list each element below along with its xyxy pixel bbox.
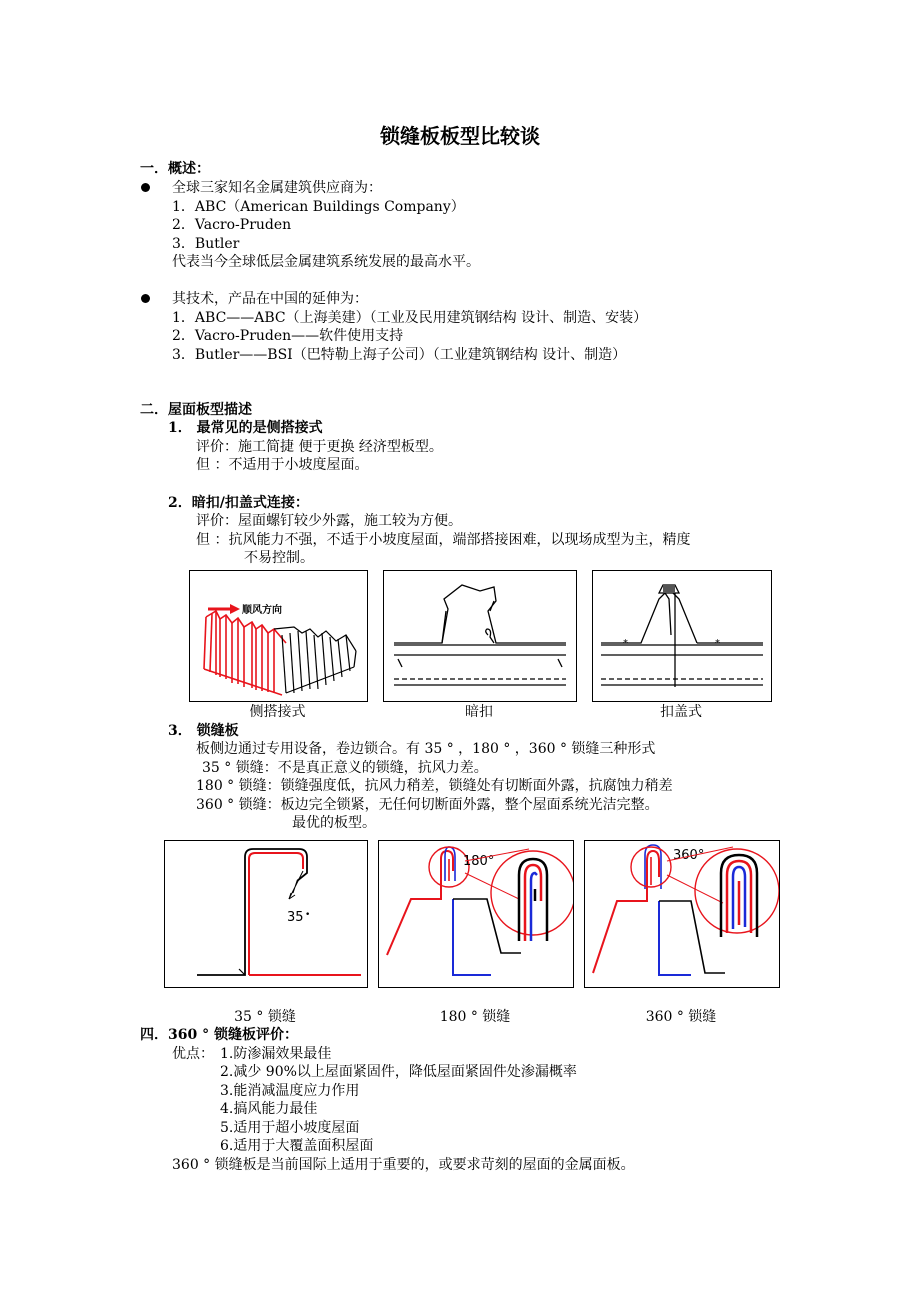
item-2-title: 2．暗扣/扣盖式连接： — [168, 495, 309, 511]
advantage-item: 5.适用于超小坡度屋面 — [220, 1120, 360, 1136]
advantage-item: 6.适用于大覆盖面积屋面 — [220, 1138, 374, 1154]
caption-lap: 侧搭接式 — [249, 704, 306, 720]
item-3-best: 最优的板型。 — [292, 815, 376, 831]
extension-item: 3．Butler——BSI（巴特勒上海子公司）（工业建筑钢结构 设计、制造） — [172, 347, 627, 363]
caption-snap-cap: 扣盖式 — [660, 704, 702, 720]
concealed-clip-figure — [383, 570, 577, 702]
item-3-360: 360 ° 锁缝：板边完全锁紧，无任何切断面外露，整个屋面系统光洁完整。 — [196, 797, 659, 813]
snap-cap-figure — [592, 570, 772, 702]
bullet-icon — [141, 294, 150, 303]
company-item: 2．Vacro-Pruden — [172, 217, 292, 233]
section-1-heading: 一．概述： — [140, 161, 210, 177]
seam-35-drawing — [165, 841, 367, 987]
item-3-180: 180 ° 锁缝：锁缝强度低，抗风力稍差，锁缝处有切断面外露，抗腐蚀力稍差 — [196, 778, 673, 794]
bullet-1-text: 全球三家知名金属建筑供应商为： — [172, 180, 382, 196]
caption-seam-180: 180 ° 锁缝 — [439, 1009, 511, 1025]
item-2-but-2: 不易控制。 — [244, 550, 314, 566]
extension-item: 1．ABC——ABC（上海美建）（工业及民用建筑钢结构 设计、制造、安装） — [172, 310, 648, 326]
seam-360-label: 360° — [673, 848, 705, 863]
seam-35-figure — [164, 840, 368, 988]
seam-180-drawing — [379, 841, 573, 987]
item-1-eval: 评价：施工简捷 便于更换 经济型板型。 — [196, 439, 443, 455]
item-1-title: 1． 最常见的是侧搭接式 — [168, 420, 323, 436]
caption-seam-360: 360 ° 锁缝 — [645, 1009, 717, 1025]
section-2-heading: 二．屋面板型描述 — [140, 402, 252, 418]
svg-text:•: • — [305, 910, 311, 920]
company-item: 1．ABC（American Buildings Company） — [172, 199, 465, 215]
advantage-item: 1.防渗漏效果最佳 — [220, 1046, 332, 1062]
advantage-item: 3.能消减温度应力作用 — [220, 1083, 360, 1099]
seam-360-drawing — [585, 841, 779, 987]
seam-180-label: 180° — [463, 854, 495, 869]
item-2-but-1: 但 ：抗风能力不强，不适于小坡度屋面，端部搭接困难，以现场成型为主，精度 — [196, 532, 691, 548]
advantage-item: 4.搞风能力最佳 — [220, 1101, 318, 1117]
item-1-but: 但 ：不适用于小坡度屋面。 — [196, 457, 369, 473]
caption-concealed: 暗扣 — [465, 704, 493, 720]
item-3-title: 3． 锁缝板 — [168, 723, 239, 739]
item-3-desc: 板侧边通过专用设备，卷边锁合。有 35 ° ，180 ° ，360 ° 锁缝三种形式 — [196, 741, 656, 757]
summary-text: 代表当今全球低层金属建筑系统发展的最高水平。 — [172, 254, 480, 270]
wind-direction-label: 顺风方向 — [242, 605, 282, 616]
lap-joint-figure — [189, 570, 368, 702]
section-4-heading: 四．360 ° 锁缝板评价： — [140, 1027, 298, 1043]
company-item: 3．Butler — [172, 236, 240, 252]
seam-360-figure — [584, 840, 780, 988]
page-title: 锁缝板板型比较谈 — [380, 124, 540, 148]
snap-cap-drawing — [593, 571, 771, 701]
advantages-label: 优点： — [172, 1046, 214, 1062]
bullet-2-text: 其技术，产品在中国的延伸为： — [172, 291, 368, 307]
item-2-eval: 评价：屋面螺钉较少外露，施工较为方便。 — [196, 513, 462, 529]
caption-seam-35: 35 ° 锁缝 — [234, 1009, 296, 1025]
lap-joint-drawing — [190, 571, 367, 701]
concealed-clip-drawing — [384, 571, 576, 701]
seam-35-label: 35 — [287, 910, 304, 925]
advantage-item: 2.减少 90%以上屋面紧固件，降低屋面紧固件处渗漏概率 — [220, 1064, 577, 1080]
svg-text:*: * — [715, 638, 720, 649]
seam-180-figure — [378, 840, 574, 988]
item-3-35: 35 ° 锁缝：不是真正意义的锁缝，抗风力差。 — [202, 760, 488, 776]
bullet-icon — [141, 183, 150, 192]
conclusion-text: 360 ° 锁缝板是当前国际上适用于重要的，或要求苛刻的屋面的金属面板。 — [172, 1157, 635, 1173]
svg-text:*: * — [623, 638, 628, 649]
extension-item: 2．Vacro-Pruden——软件使用支持 — [172, 328, 404, 344]
